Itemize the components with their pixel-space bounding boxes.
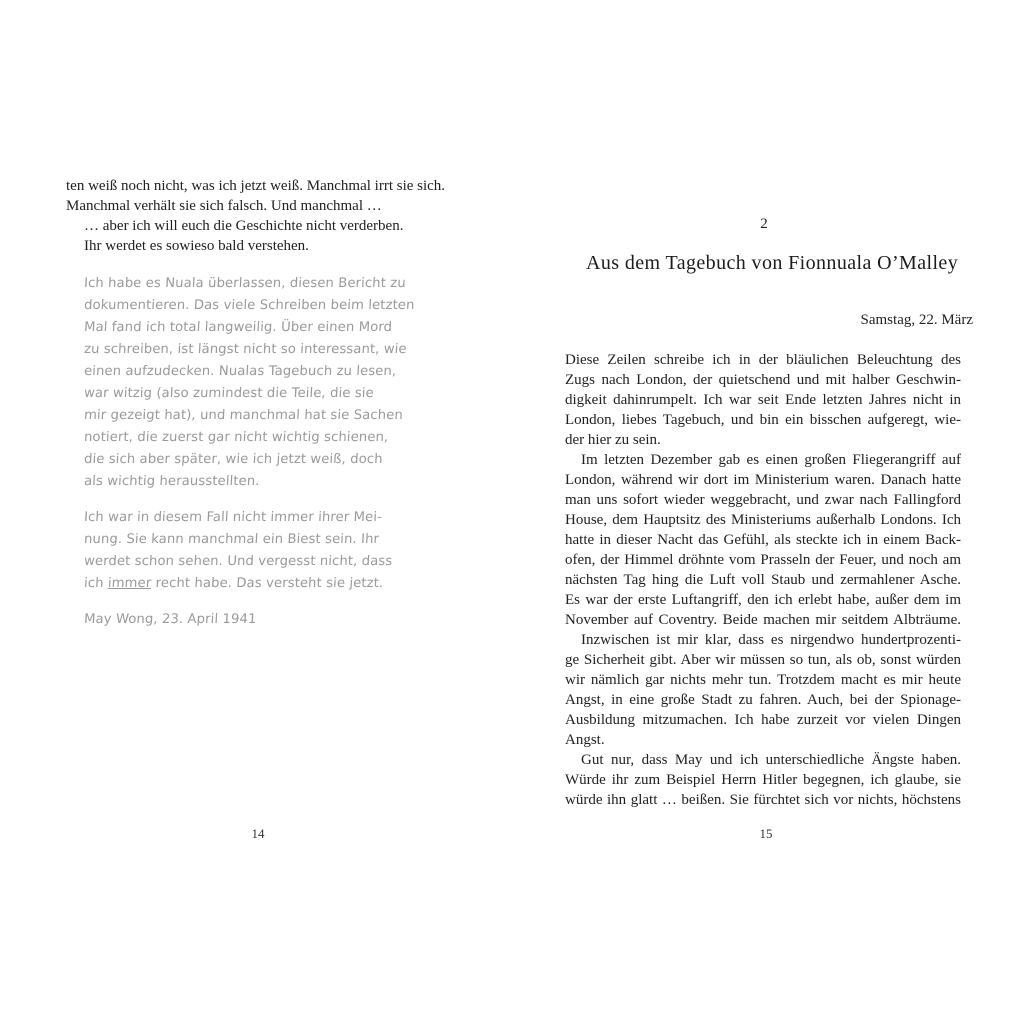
body-line: Angst. [565,732,605,748]
handwritten-fragment: recht habe. Das versteht sie jetzt. [150,576,384,591]
body-line: London, während wir dort im Ministerium waren. Danach hatte [565,472,961,488]
handwritten-line: Mal fand ich total langweilig. Über einen Mord [83,320,393,335]
body-line: würde ihn glatt … beißen. Sie fürchtet sich vor nichts, höchstens [565,792,961,808]
right-page [512,0,1024,1024]
body-line: Manchmal verhält sie sich falsch. Und manchmal … [66,198,382,214]
body-line: ge Sicherheit gibt. Aber wir müssen so tun, als ob, sonst würden [565,652,961,668]
body-line: Ihr werdet es sowieso bald verstehen. [84,238,309,254]
body-line: hatte in dieser Nacht das Gefühl, als steckte ich in einem Back- [565,532,961,548]
body-line: Ausbildung mitzumachen. Ich habe zurzeit vor vielen Dingen [565,712,961,728]
page-number: 14 [251,826,265,841]
body-line: wir nämlich gar nichts mehr tun. Trotzdem macht es mir heute [565,672,961,688]
body-line: Inzwischen ist mir klar, dass es nirgendwo hundertprozenti- [581,632,961,648]
handwritten-line: notiert, die zuerst gar nicht wichtig schienen, [83,430,389,445]
body-line: Es war der erste Luftangriff, den ich erlebt habe, außer dem im [565,592,961,608]
page-number: 15 [759,826,773,841]
handwritten-line: dokumentieren. Das viele Schreiben beim letzten [83,298,415,313]
handwritten-line: zu schreiben, ist längst nicht so interessant, wie [83,342,408,357]
handwritten-line: mir gezeigt hat), und manchmal hat sie Sachen [83,408,404,423]
body-line: Gut nur, dass May und ich unterschiedliche Ängste haben. [581,752,961,768]
handwritten-line: einen aufzudecken. Nualas Tagebuch zu lesen, [83,364,397,379]
body-line: Diese Zeilen schreibe ich in der bläulichen Beleuchtung des [565,352,961,368]
handwritten-line-underlined [83,574,383,594]
handwritten-line: als wichtig herausstellten. [83,474,260,489]
body-line: Würde ihr zum Beispiel Herrn Hitler begegnen, ich glaube, sie [565,772,961,788]
signature: May Wong, 23. April 1941 [83,612,257,627]
underlined-word: immer [107,576,152,591]
body-line: ten weiß noch nicht, was ich jetzt weiß. Manchmal irrt sie sich. [66,178,446,194]
handwritten-line: nung. Sie kann manchmal ein Biest sein. Ihr [83,532,380,547]
handwritten-fragment: ich [83,576,109,591]
body-line: man uns sofort wieder weggebracht, und zwar nach Fallingford [565,492,961,508]
diary-date: Samstag, 22. März [860,312,973,328]
body-line: nächsten Tag hing die Luft voll Staub und zermahlener Asche. [565,572,961,588]
body-line: der hier zu sein. [565,432,661,448]
handwritten-line: Ich war in diesem Fall nicht immer ihrer Mei- [83,510,383,525]
body-line: Angst, in eine große Stadt zu fahren. Auch, bei der Spionage- [565,692,961,708]
handwritten-line: Ich habe es Nuala überlassen, diesen Bericht zu [83,276,407,291]
body-line: ofen, der Himmel dröhnte vom Prasseln der Feuer, und noch am [565,552,961,568]
body-line: Im letzten Dezember gab es einen großen Fliegerangriff auf [581,452,961,468]
body-line: London, liebes Tagebuch, und bin ein bisschen aufgeregt, wie- [565,412,961,428]
handwritten-line: war witzig (also zumindest die Teile, die sie [83,386,375,401]
body-line: November auf Coventry. Beide machen mir seitdem Albträume. [565,612,961,628]
body-line: … aber ich will euch die Geschichte nicht verderben. [84,218,404,234]
body-line: digkeit dahinrumpelt. Ich war seit Ende letzten Jahres nicht in [565,392,961,408]
body-line: House, dem Hauptsitz des Ministeriums außerhalb Londons. Ich [565,512,961,528]
handwritten-line: die sich aber später, wie ich jetzt weiß, doch [83,452,384,467]
body-line: Zugs nach London, der quietschend und mit halber Geschwin- [565,372,961,388]
chapter-title: Aus dem Tagebuch von Fionnuala O’Malley [586,252,959,274]
chapter-number: 2 [760,216,768,232]
handwritten-line: werdet schon sehen. Und vergesst nicht, dass [83,554,393,569]
